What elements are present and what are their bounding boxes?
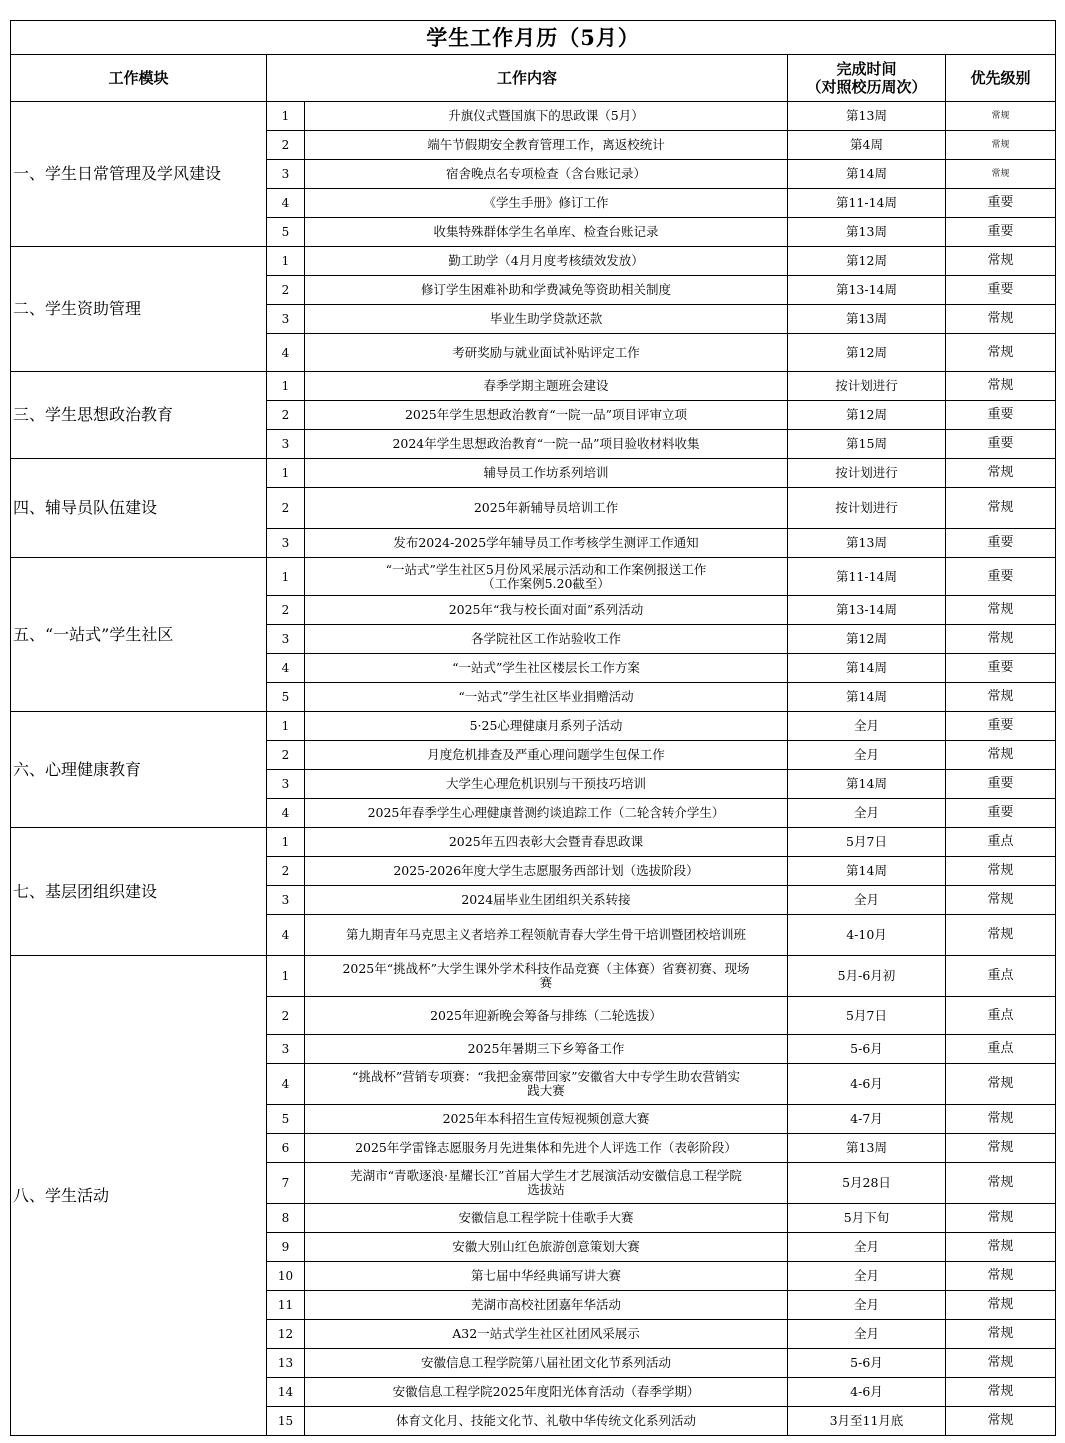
item-priority: 常规 <box>946 596 1056 625</box>
item-number: 5 <box>267 218 305 247</box>
item-priority: 重要 <box>946 276 1056 305</box>
item-content-line: 2025年学生思想政治教育“一院一品”项目评审立项 <box>404 407 688 422</box>
item-time: 全月 <box>788 1320 946 1349</box>
item-content <box>305 956 788 997</box>
item-content <box>305 1105 788 1134</box>
item-content-line: 2025年本科招生宣传短视频创意大赛 <box>442 1111 650 1126</box>
item-time: 按计划进行 <box>788 459 946 488</box>
item-priority: 重点 <box>946 828 1056 857</box>
item-time: 全月 <box>788 1262 946 1291</box>
item-priority: 常规 <box>946 1320 1056 1349</box>
item-content <box>305 1320 788 1349</box>
item-content-line: 考研奖励与就业面试补贴评定工作 <box>452 344 640 360</box>
item-priority: 常规 <box>946 1233 1056 1262</box>
item-content-line-2: 践大赛 <box>527 1083 565 1098</box>
item-number: 2 <box>267 131 305 160</box>
item-content-line: 安徽大别山红色旅游创意策划大赛 <box>452 1239 640 1254</box>
item-number: 3 <box>267 770 305 799</box>
item-content <box>305 1291 788 1320</box>
item-content-line: 5·25心理健康月系列子活动 <box>469 718 623 733</box>
item-time: 第12周 <box>788 401 946 430</box>
item-time: 第14周 <box>788 683 946 712</box>
table-row <box>11 828 1056 857</box>
item-number: 4 <box>267 799 305 828</box>
item-priority: 常规 <box>946 1262 1056 1291</box>
item-content-line: 2025年迎新晚会筹备与排练（二轮选拔） <box>430 1007 662 1023</box>
item-time: 5月下旬 <box>788 1204 946 1233</box>
module-name: 六、心理健康教育 <box>11 712 267 828</box>
item-number: 6 <box>267 1134 305 1163</box>
item-content <box>305 712 788 741</box>
item-priority: 常规 <box>946 1291 1056 1320</box>
item-number: 11 <box>267 1291 305 1320</box>
item-time: 第13周 <box>788 218 946 247</box>
item-content-line: 毕业生助学贷款还款 <box>489 311 603 326</box>
item-priority: 常规 <box>946 625 1056 654</box>
item-content <box>305 1035 788 1064</box>
item-content-line: 发布2024-2025学年辅导员工作考核学生测评工作通知 <box>393 535 699 550</box>
item-content <box>305 558 788 596</box>
item-number: 5 <box>267 683 305 712</box>
item-time: 第13周 <box>788 102 946 131</box>
item-number: 12 <box>267 1320 305 1349</box>
item-content-line: 修订学生困难补助和学费减免等资助相关制度 <box>420 282 671 297</box>
item-content-line: “一站式”学生社区5月份风采展示活动和工作案例报送工作 <box>385 561 707 577</box>
item-time: 第4周 <box>788 131 946 160</box>
item-time: 4-6月 <box>788 1064 946 1105</box>
item-priority: 常规 <box>946 1349 1056 1378</box>
item-number: 2 <box>267 857 305 886</box>
item-priority: 常规 <box>946 915 1056 956</box>
module-name: 二、学生资助管理 <box>11 247 267 372</box>
item-priority: 常规 <box>946 1407 1056 1436</box>
item-content-line: 月度危机排查及严重心理问题学生包保工作 <box>427 747 665 762</box>
item-number: 3 <box>267 625 305 654</box>
item-number: 13 <box>267 1349 305 1378</box>
item-time: 5-6月 <box>788 1035 946 1064</box>
table-row <box>11 247 1056 276</box>
item-number: 1 <box>267 372 305 401</box>
item-time: 4-10月 <box>788 915 946 956</box>
item-priority: 常规 <box>946 131 1056 160</box>
item-number: 1 <box>267 558 305 596</box>
item-time: 第13周 <box>788 305 946 334</box>
item-priority: 常规 <box>946 459 1056 488</box>
header-priority: 优先级别 <box>946 55 1056 102</box>
module-name: 四、辅导员队伍建设 <box>11 459 267 558</box>
module-name: 三、学生思想政治教育 <box>11 372 267 459</box>
item-priority: 常规 <box>946 1378 1056 1407</box>
work-calendar-sheet <box>10 20 1055 1442</box>
item-content-line: 大学生心理危机识别与干预技巧培训 <box>445 776 646 791</box>
item-content-line: 2024届毕业生团组织关系转接 <box>461 892 631 907</box>
item-content-line: 2025年春季学生心理健康普测约谈追踪工作（二轮含转介学生） <box>367 805 725 820</box>
item-number: 4 <box>267 915 305 956</box>
item-content <box>305 1349 788 1378</box>
item-content <box>305 488 788 529</box>
item-number: 1 <box>267 956 305 997</box>
item-priority: 常规 <box>946 857 1056 886</box>
item-time: 4-6月 <box>788 1378 946 1407</box>
item-content <box>305 218 788 247</box>
item-number: 4 <box>267 1064 305 1105</box>
item-time: 按计划进行 <box>788 372 946 401</box>
item-time: 第12周 <box>788 334 946 372</box>
item-content-line: 2025年新辅导员培训工作 <box>473 500 619 515</box>
item-content-line: 第七届中华经典诵写讲大赛 <box>470 1268 621 1283</box>
item-time: 全月 <box>788 799 946 828</box>
table-row <box>11 956 1056 997</box>
page-title: 学生工作月历（5月） <box>11 21 1056 55</box>
item-time: 第13-14周 <box>788 596 946 625</box>
item-number: 8 <box>267 1204 305 1233</box>
item-time: 全月 <box>788 741 946 770</box>
item-number: 5 <box>267 1105 305 1134</box>
item-content-line: 2024年学生思想政治教育“一院一品”项目验收材料收集 <box>392 436 700 451</box>
item-content-line: 第九期青年马克思主义者培养工程领航青春大学生骨干培训暨团校培训班 <box>345 927 746 942</box>
item-content <box>305 401 788 430</box>
item-time: 全月 <box>788 1233 946 1262</box>
header-time-line2: （对照校历周次） <box>806 78 927 96</box>
item-priority: 常规 <box>946 683 1056 712</box>
item-number: 3 <box>267 430 305 459</box>
item-number: 2 <box>267 488 305 529</box>
item-number: 3 <box>267 1035 305 1064</box>
module-name: 七、基层团组织建设 <box>11 828 267 956</box>
item-time: 全月 <box>788 1291 946 1320</box>
item-content <box>305 189 788 218</box>
item-content <box>305 1163 788 1204</box>
item-time: 第11-14周 <box>788 189 946 218</box>
item-priority: 常规 <box>946 372 1056 401</box>
item-content-line-2: 选拔站 <box>527 1182 565 1197</box>
item-content <box>305 683 788 712</box>
item-time: 第13周 <box>788 529 946 558</box>
table-row <box>11 372 1056 401</box>
item-number: 4 <box>267 654 305 683</box>
item-time: 5月28日 <box>788 1163 946 1204</box>
item-number: 4 <box>267 189 305 218</box>
item-priority: 常规 <box>946 334 1056 372</box>
item-content-line: 2025年暑期三下乡筹备工作 <box>467 1041 625 1056</box>
calendar-body <box>11 102 1056 1436</box>
item-content <box>305 625 788 654</box>
item-content <box>305 1064 788 1105</box>
item-number: 2 <box>267 741 305 770</box>
item-content <box>305 799 788 828</box>
item-content <box>305 247 788 276</box>
item-number: 3 <box>267 160 305 189</box>
item-content <box>305 102 788 131</box>
item-content-line: 辅导员工作坊系列培训 <box>483 465 609 480</box>
item-content <box>305 915 788 956</box>
item-content-line: 2025年“挑战杯”大学生课外学术科技作品竞赛（主体赛）省赛初赛、现场 <box>342 961 750 976</box>
item-number: 3 <box>267 886 305 915</box>
module-name: 一、学生日常管理及学风建设 <box>11 102 267 247</box>
item-time: 第14周 <box>788 770 946 799</box>
item-time: 第14周 <box>788 857 946 886</box>
item-number: 14 <box>267 1378 305 1407</box>
table-row <box>11 459 1056 488</box>
item-content-line: 芜湖市“青歌逐浪·星耀长江”首届大学生才艺展演活动安徽信息工程学院 <box>350 1168 742 1183</box>
item-content-line: 安徽信息工程学院第八届社团文化节系列活动 <box>420 1355 671 1370</box>
item-content-line: 收集特殊群体学生名单库、检查台账记录 <box>433 224 659 239</box>
module-name: 五、“一站式”学生社区 <box>11 558 267 712</box>
calendar-table <box>10 20 1056 1436</box>
item-number: 1 <box>267 102 305 131</box>
item-content-line: 安徽信息工程学院2025年度阳光体育活动（春季学期） <box>392 1384 700 1399</box>
table-row <box>11 558 1056 596</box>
item-priority: 重点 <box>946 956 1056 997</box>
item-priority: 常规 <box>946 1163 1056 1204</box>
item-number: 3 <box>267 529 305 558</box>
item-time: 全月 <box>788 886 946 915</box>
item-number: 15 <box>267 1407 305 1436</box>
item-time: 5月7日 <box>788 828 946 857</box>
item-content <box>305 305 788 334</box>
item-content <box>305 1134 788 1163</box>
item-content-line: “一站式”学生社区楼层长工作方案 <box>452 660 640 675</box>
item-content <box>305 334 788 372</box>
item-number: 4 <box>267 334 305 372</box>
item-number: 9 <box>267 1233 305 1262</box>
item-content-line: 春季学期主题班会建设 <box>483 378 609 393</box>
item-content-line: 端午节假期安全教育管理工作，离返校统计 <box>427 137 665 152</box>
item-time: 5月-6月初 <box>788 956 946 997</box>
item-number: 1 <box>267 828 305 857</box>
item-content-line: 勤工助学（4月月度考核绩效发放） <box>448 253 644 268</box>
item-time: 第14周 <box>788 160 946 189</box>
item-content <box>305 886 788 915</box>
table-row <box>11 712 1056 741</box>
item-priority: 常规 <box>946 886 1056 915</box>
item-content <box>305 654 788 683</box>
item-content-line-2: （工作案例5.20截至） <box>482 575 610 591</box>
item-content-line: “一站式”学生社区毕业捐赠活动 <box>458 689 634 704</box>
item-priority: 重要 <box>946 189 1056 218</box>
item-priority: 常规 <box>946 1064 1056 1105</box>
item-number: 1 <box>267 247 305 276</box>
item-content <box>305 529 788 558</box>
item-time: 第14周 <box>788 654 946 683</box>
item-content-line: 宿舍晚点名专项检查（含台账记录） <box>445 166 646 181</box>
header-module: 工作模块 <box>11 55 267 102</box>
item-priority: 重点 <box>946 997 1056 1035</box>
item-content <box>305 857 788 886</box>
item-number: 1 <box>267 712 305 741</box>
item-content-line-2: 赛 <box>539 975 553 990</box>
item-priority: 常规 <box>946 1204 1056 1233</box>
item-content-line: 2025年学雷锋志愿服务月先进集体和先进个人评选工作（表彰阶段） <box>355 1140 737 1155</box>
item-number: 2 <box>267 596 305 625</box>
item-time: 第13周 <box>788 1134 946 1163</box>
item-time: 5-6月 <box>788 1349 946 1378</box>
item-number: 2 <box>267 997 305 1035</box>
item-content-line: 芜湖市高校社团嘉年华活动 <box>470 1297 621 1312</box>
item-content <box>305 430 788 459</box>
item-content-line: “挑战杯”营销专项赛：“我把金寨带回家”安徽省大中专学生助农营销实 <box>351 1069 741 1084</box>
item-time: 4-7月 <box>788 1105 946 1134</box>
item-content-line: 《学生手册》修订工作 <box>483 195 609 210</box>
item-content-line: 安徽信息工程学院十佳歌手大赛 <box>458 1210 634 1225</box>
item-priority: 常规 <box>946 247 1056 276</box>
item-number: 2 <box>267 401 305 430</box>
item-priority: 重要 <box>946 712 1056 741</box>
item-number: 1 <box>267 459 305 488</box>
header-content: 工作内容 <box>267 55 788 102</box>
item-content <box>305 1407 788 1436</box>
item-priority: 重要 <box>946 218 1056 247</box>
item-priority: 重要 <box>946 654 1056 683</box>
item-time: 按计划进行 <box>788 488 946 529</box>
item-content <box>305 770 788 799</box>
item-priority: 常规 <box>946 488 1056 529</box>
item-priority: 常规 <box>946 1134 1056 1163</box>
item-priority: 重要 <box>946 430 1056 459</box>
item-number: 7 <box>267 1163 305 1204</box>
item-time: 第11-14周 <box>788 558 946 596</box>
item-content <box>305 372 788 401</box>
item-priority: 重要 <box>946 799 1056 828</box>
item-content <box>305 1262 788 1291</box>
item-content-line: 体育文化月、技能文化节、礼敬中华传统文化系列活动 <box>395 1413 696 1428</box>
item-content-line: 2025年“我与校长面对面”系列活动 <box>448 602 644 617</box>
item-time: 第12周 <box>788 247 946 276</box>
item-priority: 重要 <box>946 401 1056 430</box>
item-time: 第12周 <box>788 625 946 654</box>
module-name: 八、学生活动 <box>11 956 267 1436</box>
item-priority: 重要 <box>946 558 1056 596</box>
item-priority: 重要 <box>946 529 1056 558</box>
item-content <box>305 1378 788 1407</box>
item-content <box>305 160 788 189</box>
item-time: 第15周 <box>788 430 946 459</box>
item-content <box>305 1204 788 1233</box>
item-time: 3月至11月底 <box>788 1407 946 1436</box>
item-content <box>305 131 788 160</box>
item-number: 2 <box>267 276 305 305</box>
item-content <box>305 276 788 305</box>
item-content <box>305 741 788 770</box>
item-content <box>305 459 788 488</box>
item-time: 全月 <box>788 712 946 741</box>
item-content <box>305 828 788 857</box>
item-priority: 常规 <box>946 1105 1056 1134</box>
item-number: 10 <box>267 1262 305 1291</box>
item-content-line: 2025-2026年度大学生志愿服务西部计划（选拔阶段） <box>393 863 699 878</box>
item-content-line: 升旗仪式暨国旗下的思政课（5月） <box>448 108 644 123</box>
header-time <box>788 55 946 102</box>
item-content-line: 各学院社区工作站验收工作 <box>470 631 621 646</box>
item-time: 第13-14周 <box>788 276 946 305</box>
item-priority: 常规 <box>946 305 1056 334</box>
item-priority: 常规 <box>946 160 1056 189</box>
item-content <box>305 1233 788 1262</box>
item-priority: 常规 <box>946 102 1056 131</box>
item-content-line: A32一站式学生社区社团风采展示 <box>452 1326 640 1341</box>
item-content <box>305 997 788 1035</box>
item-priority: 重要 <box>946 770 1056 799</box>
item-content-line: 2025年五四表彰大会暨青春思政课 <box>448 834 644 849</box>
item-number: 3 <box>267 305 305 334</box>
item-content <box>305 596 788 625</box>
header-time-line1: 完成时间 <box>836 60 897 78</box>
item-time: 5月7日 <box>788 997 946 1035</box>
item-priority: 重点 <box>946 1035 1056 1064</box>
table-row <box>11 102 1056 131</box>
item-priority: 常规 <box>946 741 1056 770</box>
